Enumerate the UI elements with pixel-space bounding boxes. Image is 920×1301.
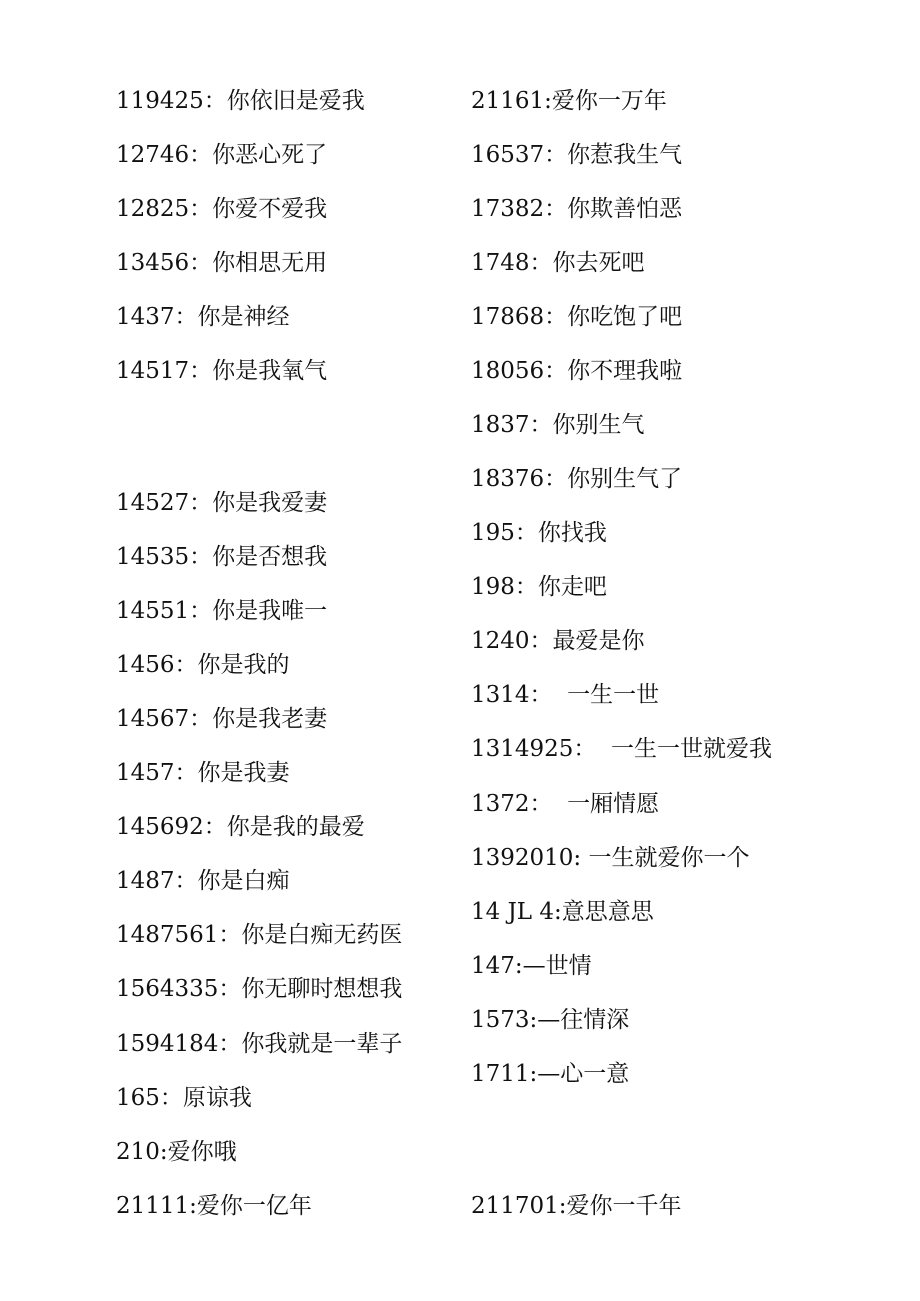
code-entry-right-12: 1314： 一生一世 [471, 682, 660, 708]
code-entry-left-2: 12746：你恶心死了 [116, 142, 328, 168]
code-entry-left-5: 1437：你是神经 [116, 304, 290, 330]
code-entry-right-13: 1314925： 一生一世就爱我 [471, 736, 773, 762]
code-entry-right-7: 1837：你别生气 [471, 412, 645, 438]
code-entry-right-14: 1372： 一厢情愿 [471, 791, 660, 817]
code-entry-left-16: 1564335：你无聊时想想我 [116, 976, 403, 1002]
code-entry-right-8: 18376：你别生气了 [471, 466, 683, 492]
code-entry-left-3: 12825：你爱不爱我 [116, 196, 328, 222]
code-entry-left-13: 145692：你是我的最爱 [116, 814, 365, 840]
code-entry-right-20: 211701:爱你一千年 [471, 1193, 682, 1219]
code-entry-right-5: 17868：你吃饱了吧 [471, 304, 683, 330]
code-entry-left-1: 119425：你依旧是爱我 [116, 88, 365, 114]
code-entry-right-2: 16537：你惹我生气 [471, 142, 683, 168]
code-entry-left-9: 14551：你是我唯一 [116, 598, 328, 624]
code-entry-right-3: 17382：你欺善怕恶 [471, 196, 683, 222]
code-entry-right-19: 1711:—心一意 [471, 1061, 630, 1087]
code-entry-right-17: 147:—世情 [471, 953, 592, 979]
code-entry-right-4: 1748：你去死吧 [471, 250, 645, 276]
code-entry-left-15: 1487561：你是白痴无药医 [116, 922, 403, 948]
code-entry-right-9: 195：你找我 [471, 520, 607, 546]
code-entry-right-16: 14 JL 4:意思意思 [471, 899, 654, 925]
code-entry-left-20: 21111:爱你一亿年 [116, 1193, 312, 1219]
code-entry-left-10: 1456：你是我的 [116, 652, 290, 678]
code-entry-left-6: 14517：你是我氧气 [116, 358, 328, 384]
code-entry-left-17: 1594184：你我就是一辈子 [116, 1031, 403, 1057]
code-entry-left-11: 14567：你是我老妻 [116, 706, 328, 732]
code-entry-right-10: 198：你走吧 [471, 574, 607, 600]
code-entry-left-8: 14535：你是否想我 [116, 544, 328, 570]
code-entry-right-6: 18056：你不理我啦 [471, 358, 683, 384]
code-entry-left-14: 1487：你是白痴 [116, 868, 290, 894]
code-entry-right-18: 1573:—往情深 [471, 1007, 630, 1033]
code-entry-right-15: 1392010: 一生就爱你一个 [471, 845, 750, 871]
code-entry-left-18: 165：原谅我 [116, 1085, 252, 1111]
code-entry-left-4: 13456：你相思无用 [116, 250, 328, 276]
code-entry-right-11: 1240：最爱是你 [471, 628, 645, 654]
code-entry-left-19: 210:爱你哦 [116, 1139, 237, 1165]
code-entry-right-1: 21161:爱你一万年 [471, 88, 667, 114]
code-entry-left-7: 14527：你是我爱妻 [116, 490, 328, 516]
code-entry-left-12: 1457：你是我妻 [116, 760, 290, 786]
